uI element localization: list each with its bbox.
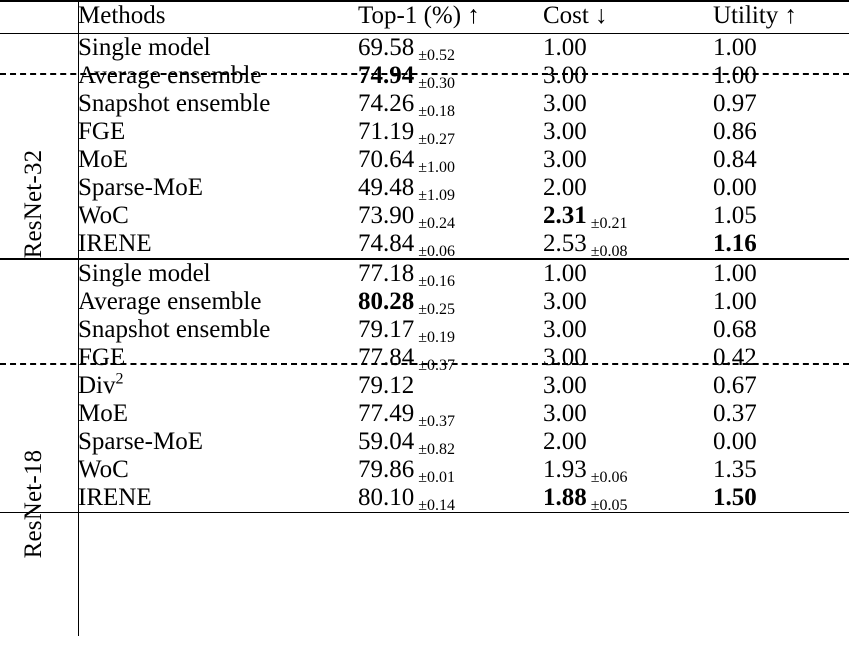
top1-mean: 74.94 <box>358 62 415 89</box>
top1-mean: 79.17 <box>358 316 415 343</box>
method-name: IRENE <box>78 230 152 257</box>
top1-mean: 69.58 <box>358 34 415 61</box>
top1-mean: 70.64 <box>358 146 415 173</box>
top1-std: ±0.16 <box>418 273 456 290</box>
top1-std: ±0.27 <box>418 131 456 148</box>
top1-std: ±1.00 <box>418 159 456 176</box>
top1-value <box>358 230 543 259</box>
top1-value <box>358 484 543 513</box>
utility-value: 0.67 <box>713 372 757 399</box>
utility-value <box>713 484 849 513</box>
top1-mean: 77.18 <box>358 260 415 287</box>
cost-value <box>543 372 713 400</box>
cost-value <box>543 62 713 90</box>
dashed-separator-group1 <box>0 73 849 75</box>
top1-mean: 49.48 <box>358 174 415 201</box>
cost-value <box>543 400 713 428</box>
method-name: WoC <box>78 202 129 229</box>
utility-value: 1.00 <box>713 62 757 89</box>
method-name: Sparse-MoE <box>78 174 203 201</box>
table-row <box>0 34 849 63</box>
cost-std: ±0.08 <box>590 243 628 260</box>
method-name <box>78 372 358 400</box>
table-row <box>0 456 849 484</box>
method-name: WoC <box>78 456 129 483</box>
table-body <box>0 1 849 516</box>
method-name: Snapshot ensemble <box>78 316 271 343</box>
vertical-rule-left <box>78 0 79 636</box>
method-name: MoE <box>78 400 128 427</box>
header-utility: Utility ↑ <box>713 1 849 34</box>
top1-mean: 79.12 <box>358 372 415 399</box>
cost-value <box>543 344 713 372</box>
utility-value: 0.42 <box>713 344 757 371</box>
top1-mean: 80.10 <box>358 484 415 511</box>
top1-value <box>358 174 543 202</box>
cost-std: ±0.06 <box>590 469 628 486</box>
table-row <box>0 118 849 146</box>
header-top1: Top-1 (%) ↑ <box>358 1 543 34</box>
method-label: Div <box>78 372 116 399</box>
group-cell <box>0 316 78 344</box>
cost-mean: 1.00 <box>543 34 587 61</box>
top1-mean: 80.28 <box>358 288 415 315</box>
cost-value <box>543 456 713 484</box>
group-label-resnet32: ResNet-32 <box>20 149 47 259</box>
table-row <box>0 230 849 259</box>
top1-value <box>358 62 543 90</box>
utility-mean: 1.16 <box>713 230 757 257</box>
top1-value <box>358 259 543 288</box>
utility-value: 1.00 <box>713 288 757 315</box>
method-name: Average ensemble <box>78 288 262 315</box>
method-name: Sparse-MoE <box>78 428 203 455</box>
cost-mean: 2.00 <box>543 174 587 201</box>
top1-std: ±0.37 <box>418 357 456 374</box>
top1-value <box>358 344 543 372</box>
cost-mean: 3.00 <box>543 400 587 427</box>
table-row <box>0 344 849 372</box>
header-cost: Cost ↓ <box>543 1 713 34</box>
top1-mean: 74.26 <box>358 90 415 117</box>
top1-value <box>358 456 543 484</box>
utility-value: 1.35 <box>713 456 757 483</box>
header-group <box>0 1 78 34</box>
table-header-row <box>0 1 849 34</box>
table-row <box>0 202 849 230</box>
table-row <box>0 259 849 288</box>
top1-std <box>414 385 418 402</box>
cost-value <box>543 484 713 513</box>
top1-value <box>358 288 543 316</box>
table-row <box>0 428 849 456</box>
top1-value <box>358 90 543 118</box>
top1-mean: 77.84 <box>358 344 415 371</box>
top1-std: ±0.06 <box>418 243 456 260</box>
top1-value <box>358 34 543 63</box>
utility-value: 0.86 <box>713 118 757 145</box>
top1-value <box>358 118 543 146</box>
utility-value: 0.37 <box>713 400 757 427</box>
cost-mean: 2.31 <box>543 202 587 229</box>
table-row <box>0 400 849 428</box>
top1-mean: 77.49 <box>358 400 415 427</box>
top1-std: ±1.09 <box>418 187 456 204</box>
cost-mean: 1.88 <box>543 484 587 511</box>
method-name: Single model <box>78 259 358 288</box>
table-row <box>0 90 849 118</box>
cost-mean: 2.53 <box>543 230 587 257</box>
cost-value <box>543 316 713 344</box>
top1-std: ±0.18 <box>418 103 456 120</box>
top1-value <box>358 202 543 230</box>
utility-value: 1.00 <box>713 34 849 63</box>
cost-mean: 3.00 <box>543 146 587 173</box>
group-cell <box>0 34 78 63</box>
table-row <box>0 62 849 90</box>
top1-std: ±0.82 <box>418 441 456 458</box>
group-cell <box>0 90 78 118</box>
cost-value <box>543 146 713 174</box>
cost-mean: 1.93 <box>543 456 587 483</box>
header-methods: Methods <box>78 1 358 34</box>
cost-value <box>543 202 713 230</box>
top1-std: ±0.30 <box>418 75 456 92</box>
cost-value <box>543 118 713 146</box>
cost-mean: 3.00 <box>543 288 587 315</box>
table-row <box>0 174 849 202</box>
table-row <box>0 316 849 344</box>
utility-value <box>713 230 849 259</box>
method-name: MoE <box>78 146 128 173</box>
method-name: Average ensemble <box>78 62 262 89</box>
cost-value <box>543 288 713 316</box>
cost-mean: 1.00 <box>543 260 587 287</box>
cost-value <box>543 90 713 118</box>
cost-mean: 3.00 <box>543 316 587 343</box>
cost-value <box>543 230 713 259</box>
method-name: Single model <box>78 34 358 63</box>
table-row <box>0 146 849 174</box>
top1-value <box>358 428 543 456</box>
utility-value: 1.05 <box>713 202 757 229</box>
utility-value: 0.68 <box>713 316 757 343</box>
top1-mean: 73.90 <box>358 202 415 229</box>
group-cell <box>0 344 78 372</box>
top1-value <box>358 146 543 174</box>
table-row <box>0 484 849 513</box>
dashed-separator-group2 <box>0 363 849 365</box>
top1-std: ±0.14 <box>418 497 456 514</box>
group-cell <box>0 288 78 316</box>
cost-mean: 3.00 <box>543 118 587 145</box>
top1-value <box>358 316 543 344</box>
top1-std: ±0.01 <box>418 469 456 486</box>
utility-value: 0.00 <box>713 174 757 201</box>
method-superscript: 2 <box>115 370 124 388</box>
method-name: FGE <box>78 344 126 371</box>
utility-value: 0.84 <box>713 146 757 173</box>
cost-mean: 2.00 <box>543 428 587 455</box>
cost-mean: 3.00 <box>543 372 587 399</box>
group-label-resnet18: ResNet-18 <box>20 449 47 559</box>
top1-std: ±0.37 <box>418 413 456 430</box>
top1-mean: 79.86 <box>358 456 415 483</box>
top1-std: ±0.25 <box>418 301 456 318</box>
cost-value <box>543 428 713 456</box>
utility-value: 0.00 <box>713 428 757 455</box>
top1-std: ±0.19 <box>418 329 456 346</box>
cost-mean: 3.00 <box>543 344 587 371</box>
table-row <box>0 288 849 316</box>
utility-mean: 1.50 <box>713 484 757 511</box>
top1-mean: 59.04 <box>358 428 415 455</box>
top1-mean: 74.84 <box>358 230 415 257</box>
top1-value <box>358 372 543 400</box>
utility-value: 0.97 <box>713 90 757 117</box>
cost-mean: 3.00 <box>543 62 587 89</box>
group-cell <box>0 372 78 400</box>
top1-value <box>358 400 543 428</box>
cost-std: ±0.05 <box>590 497 628 514</box>
cost-mean: 3.00 <box>543 90 587 117</box>
method-name: IRENE <box>78 484 152 511</box>
top1-std: ±0.52 <box>418 47 456 64</box>
top1-std: ±0.24 <box>418 215 456 232</box>
table-row <box>0 372 849 400</box>
cost-value <box>543 34 713 63</box>
top1-mean: 71.19 <box>358 118 415 145</box>
utility-value: 1.00 <box>713 259 849 288</box>
method-name: Snapshot ensemble <box>78 90 271 117</box>
cost-value <box>543 259 713 288</box>
cost-std: ±0.21 <box>590 215 628 232</box>
group-cell <box>0 62 78 90</box>
method-name: FGE <box>78 118 126 145</box>
cost-value <box>543 174 713 202</box>
